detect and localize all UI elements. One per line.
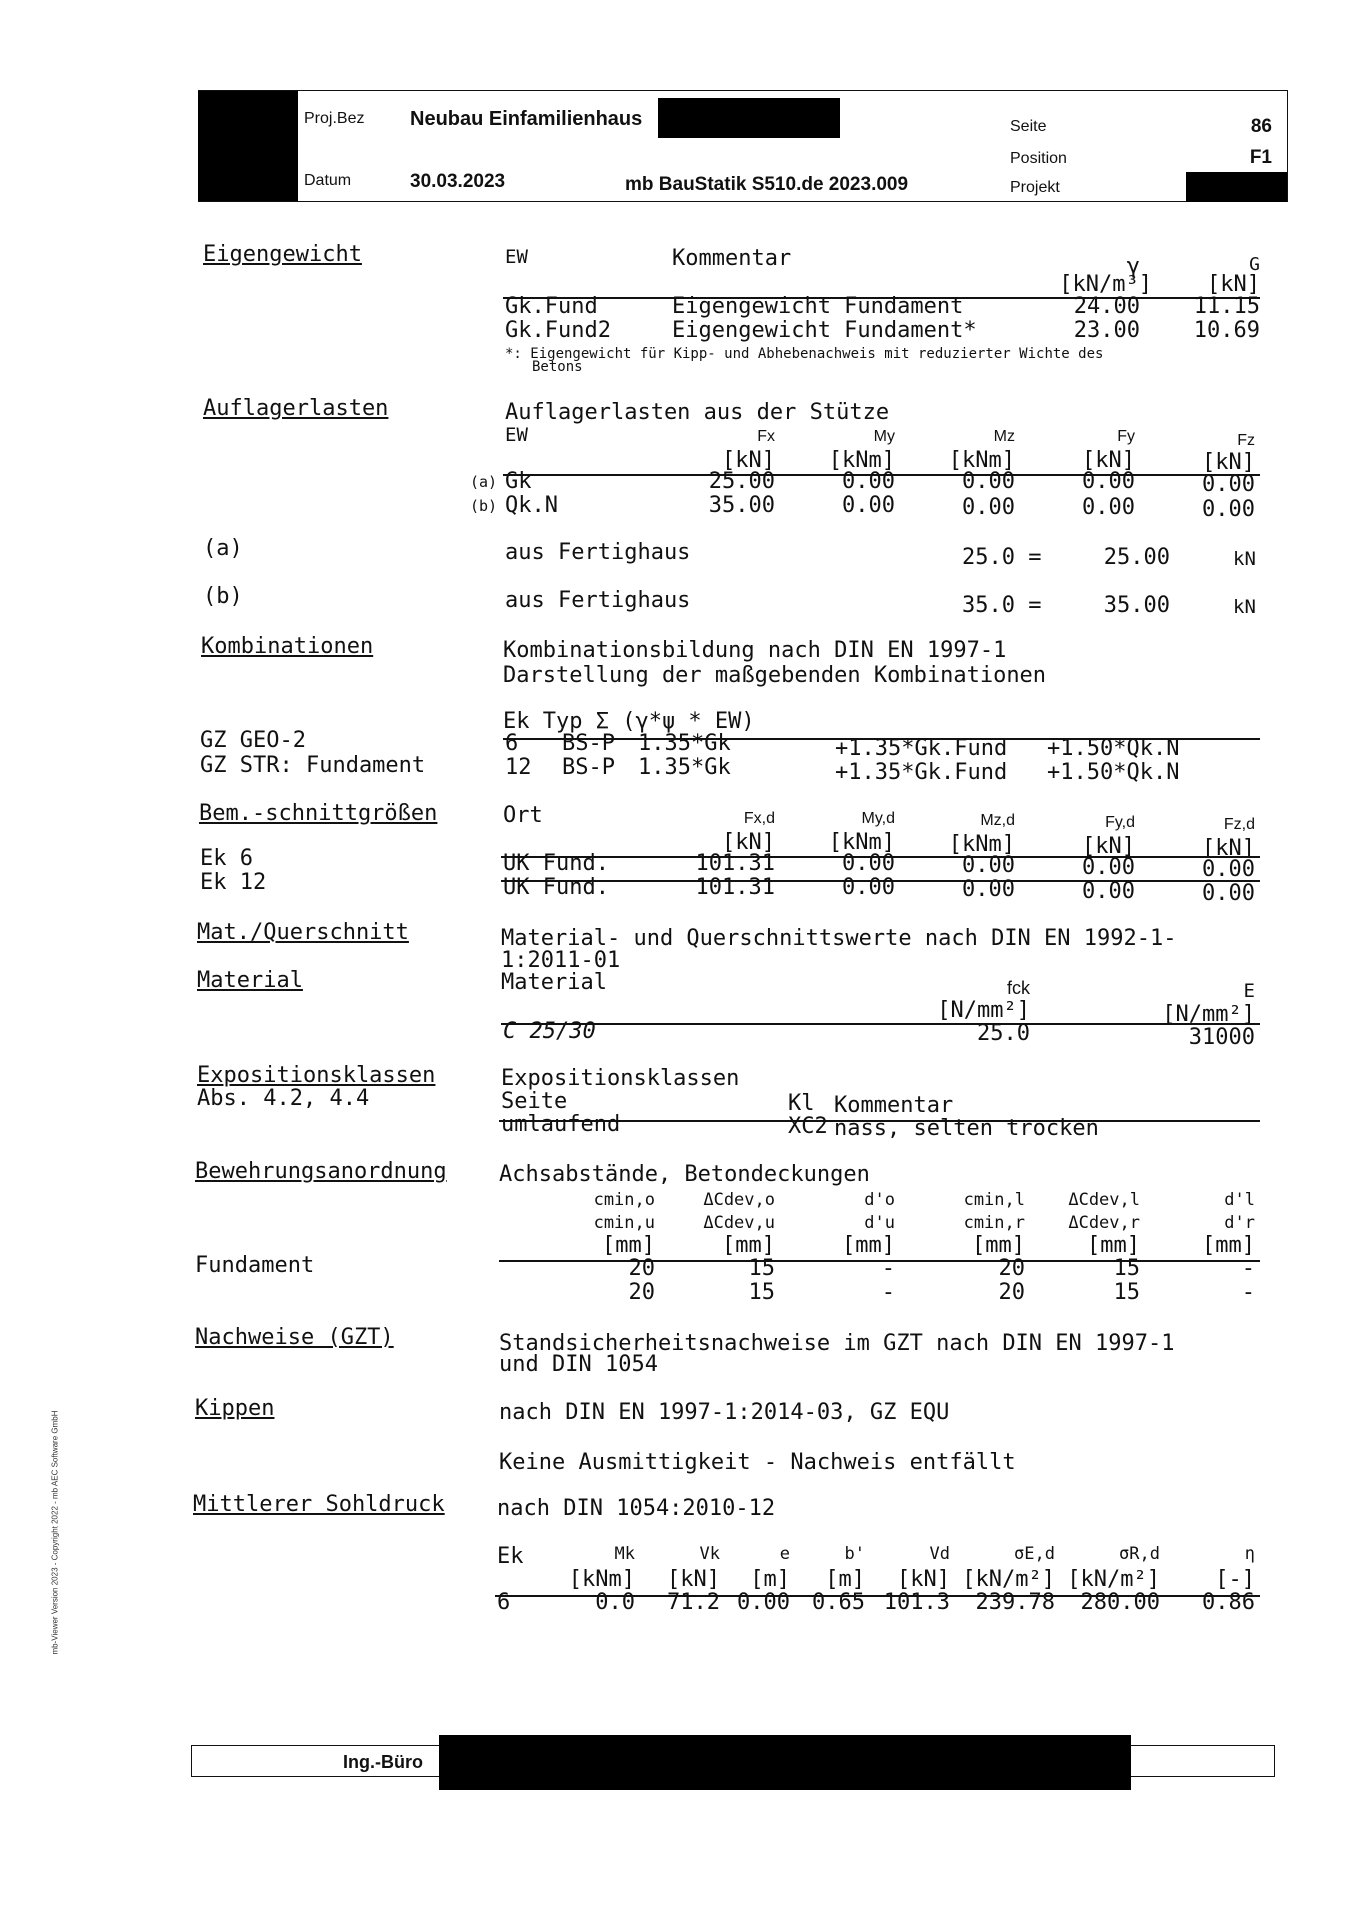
- header-bottom-border: [198, 201, 1288, 202]
- projekt-label: Projekt: [1010, 179, 1060, 196]
- label-nachweise: Nachweise (GZT): [195, 1325, 394, 1350]
- label-eigengewicht: Eigengewicht: [203, 242, 362, 267]
- komb-row-2-t3: +1.50*Qk.N: [1047, 760, 1180, 785]
- sohl-val-8: 280.00: [1080, 1590, 1160, 1615]
- bew-h2-3: d'u: [864, 1213, 895, 1233]
- header-right-border: [1287, 90, 1288, 202]
- auflager-row-1-my: 0.00: [842, 469, 895, 494]
- expo-row-kommentar: nass, selten trocken: [834, 1116, 1099, 1141]
- material-line-2: 1:2011-01: [501, 948, 621, 973]
- material-col-material: Material: [501, 970, 607, 995]
- sohl-col-5: b': [844, 1544, 865, 1564]
- label-schnittgroessen: Bem.-schnittgrößen: [199, 801, 438, 826]
- auflager-unit-my: [kNm]: [828, 448, 895, 473]
- kippen-line-2: Keine Ausmittigkeit - Nachweis entfällt: [499, 1450, 1016, 1475]
- schnitt-unit-fz: [kN]: [1202, 836, 1255, 861]
- bew-units-3: [mm]: [842, 1233, 895, 1258]
- label-kombinationen: Kombinationen: [201, 634, 374, 659]
- load-a-eq: 25.0 =: [962, 545, 1042, 570]
- komb-row-2-t1: 1.35*Gk: [638, 755, 731, 780]
- expo-title: Expositionsklassen: [501, 1066, 740, 1091]
- material-unit-e: [N/mm²]: [1162, 1002, 1255, 1027]
- eg-note-1: *: Eigengewicht für Kipp- und Abhebenachweis mit reduzierter Wichte des: [505, 346, 1104, 362]
- schnitt-row-2-mz: 0.00: [962, 877, 1015, 902]
- sohl-val-7: 239.78: [975, 1590, 1055, 1615]
- sohl-col-6: Vd: [929, 1544, 950, 1564]
- schnitt-row-1-ort: UK Fund.: [503, 851, 609, 876]
- bew-units-1: [mm]: [602, 1233, 655, 1258]
- eg-row-1-gamma: 24.00: [1073, 294, 1140, 319]
- col-g: G: [1249, 254, 1260, 275]
- label-auflagerlasten: Auflagerlasten: [203, 396, 389, 421]
- seite-value: 86: [1250, 116, 1272, 137]
- schnitt-row-2-my: 0.00: [842, 875, 895, 900]
- auflager-col-my: My: [873, 428, 895, 445]
- schnitt-row-2-ort: UK Fund.: [503, 875, 609, 900]
- schnitt-row-1-mz: 0.00: [962, 853, 1015, 878]
- sohl-col-2: Mk: [614, 1544, 635, 1564]
- col-ew: EW: [505, 246, 528, 268]
- auflager-row-2-fx: 35.00: [708, 493, 775, 518]
- load-a-value: 25.00: [1103, 545, 1170, 570]
- bew-row1-2: 15: [748, 1256, 775, 1281]
- sohl-val-5: 0.65: [812, 1590, 865, 1615]
- bew-row2-2: 15: [748, 1280, 775, 1305]
- sohl-unit-7: [kN/m²]: [962, 1567, 1055, 1592]
- auflager-row-1-fx: 25.00: [708, 469, 775, 494]
- komb-left-2: GZ STR: Fundament: [200, 753, 426, 778]
- expo-row-seite: umlaufend: [501, 1112, 621, 1137]
- bew-h2-5: ΔCdev,r: [1068, 1213, 1140, 1233]
- auflager-col-mz: Mz: [993, 428, 1015, 445]
- sohl-val-6: 101.3: [883, 1590, 950, 1615]
- redacted-projekt: [1186, 172, 1287, 202]
- bew-h1-6: d'l: [1224, 1190, 1255, 1210]
- expo-col-seite: Seite: [501, 1089, 568, 1114]
- bew-row1-6: -: [1241, 1256, 1255, 1281]
- schnitt-row-2-fy: 0.00: [1082, 879, 1135, 904]
- bew-row1-4: 20: [998, 1256, 1025, 1281]
- load-b-value: 35.00: [1103, 593, 1170, 618]
- schnitt-col-ort: Ort: [503, 803, 543, 828]
- eg-row-2-g: 10.69: [1193, 318, 1260, 343]
- sohl-col-1: Ek: [497, 1544, 524, 1569]
- komb-row-2-ek: 12: [505, 755, 532, 780]
- komb-row-2-typ: BS-P: [562, 755, 615, 780]
- schnitt-col-fzd: Fz,d: [1223, 816, 1255, 833]
- auflager-row-2-tag: (b): [470, 497, 498, 515]
- sohl-col-9: η: [1244, 1544, 1255, 1564]
- sohl-unit-6: [kN]: [897, 1567, 950, 1592]
- bew-h2-1: cmin,u: [593, 1213, 655, 1233]
- schnitt-col-mzd: Mz,d: [980, 812, 1015, 829]
- unit-gamma: [kN/m³]: [1059, 272, 1152, 297]
- eg-row-1-g: 11.15: [1193, 294, 1260, 319]
- label-abs: Abs. 4.2, 4.4: [197, 1086, 370, 1111]
- auflager-unit-fy: [kN]: [1082, 448, 1135, 473]
- schnitt-unit-mz: [kNm]: [948, 832, 1015, 857]
- bew-units-5: [mm]: [1087, 1233, 1140, 1258]
- bew-units-2: [mm]: [722, 1233, 775, 1258]
- eg-row-2-ew: Gk.Fund2: [505, 318, 611, 343]
- redacted-logo: [198, 90, 298, 202]
- schnitt-row-2-fx: 101.31: [695, 875, 775, 900]
- bew-h2-2: ΔCdev,u: [703, 1213, 775, 1233]
- seite-label: Seite: [1010, 118, 1047, 135]
- bew-row1-1: 20: [628, 1256, 655, 1281]
- material-line-1: Material- und Querschnittswerte nach DIN EN 1992-1-: [501, 926, 1177, 951]
- schnitt-col-myd: My,d: [861, 810, 895, 827]
- sohl-val-1: 6: [497, 1590, 511, 1615]
- expo-col-kl: Kl: [788, 1091, 815, 1116]
- load-b-label: (b): [203, 584, 243, 609]
- schnitt-row-1-fy: 0.00: [1082, 855, 1135, 880]
- bew-row2-1: 20: [628, 1280, 655, 1305]
- sohl-col-4: e: [779, 1544, 790, 1564]
- nachweise-line-1: Standsicherheitsnachweise im GZT nach DIN EN 1997-1: [499, 1331, 1175, 1356]
- bew-h2-6: d'r: [1224, 1213, 1255, 1233]
- komb-left-1: GZ GEO-2: [200, 728, 306, 753]
- auflager-row-1-mz: 0.00: [962, 469, 1015, 494]
- bew-row2-3: -: [881, 1280, 895, 1305]
- auflager-row-2-fy: 0.00: [1082, 495, 1135, 520]
- komb-row-1-t3: +1.50*Qk.N: [1047, 736, 1180, 761]
- load-a-label: (a): [203, 536, 243, 561]
- material-row-name: C 25/30: [503, 1019, 596, 1044]
- proj-value: Neubau Einfamilienhaus: [410, 108, 643, 130]
- col-gamma: γ: [1126, 254, 1140, 279]
- auflager-unit-fx: [kN]: [722, 448, 775, 473]
- schnitt-unit-fy: [kN]: [1082, 834, 1135, 859]
- auflager-unit-fz: [kN]: [1202, 450, 1255, 475]
- schnitt-ek-2: Ek 12: [200, 870, 267, 895]
- load-b-unit: kN: [1233, 596, 1256, 618]
- eg-row-2-kommentar: Eigengewicht Fundament*: [672, 318, 977, 343]
- schnitt-row-1-my: 0.00: [842, 851, 895, 876]
- sohl-val-4: 0.00: [737, 1590, 790, 1615]
- schnitt-ek-1: Ek 6: [200, 846, 253, 871]
- komb-header: Ek Typ Σ (γ*ψ * EW): [503, 709, 755, 734]
- bew-left-fundament: Fundament: [195, 1253, 315, 1278]
- footer-buero: Ing.-Büro: [343, 1752, 423, 1772]
- side-copyright: mb-Viewer Version 2023 - Copyright 2022 - mb AEC Software GmbH: [50, 1410, 60, 1655]
- bew-h1-1: cmin,o: [593, 1190, 655, 1210]
- sohl-unit-2: [kNm]: [568, 1567, 635, 1592]
- datum-label: Datum: [304, 172, 352, 189]
- load-b-text: aus Fertighaus: [505, 588, 691, 613]
- kippen-line-1: nach DIN EN 1997-1:2014-03, GZ EQU: [499, 1400, 950, 1425]
- bew-row2-4: 20: [998, 1280, 1025, 1305]
- sohl-val-9: 0.86: [1202, 1590, 1255, 1615]
- material-row-e: 31000: [1188, 1025, 1255, 1050]
- schnitt-unit-my: [kNm]: [828, 830, 895, 855]
- schnitt-col-fyd: Fy,d: [1105, 814, 1135, 831]
- sohl-col-7: σE,d: [1014, 1544, 1055, 1564]
- komb-row-2-t2: +1.35*Gk.Fund: [835, 760, 1008, 785]
- eg-row-1-ew: Gk.Fund: [505, 294, 598, 319]
- auflager-col-fz: Fz: [1237, 432, 1255, 449]
- datum-value: 30.03.2023: [410, 171, 506, 192]
- sohldruck-line-1: nach DIN 1054:2010-12: [497, 1496, 776, 1521]
- auflager-row-1-fy: 0.00: [1082, 469, 1135, 494]
- material-row-fck: 25.0: [977, 1021, 1030, 1046]
- auflager-row-2-fz: 0.00: [1202, 497, 1255, 522]
- sohl-unit-8: [kN/m²]: [1067, 1567, 1160, 1592]
- auflager-col-ew: EW: [505, 424, 528, 446]
- bew-units-6: [mm]: [1202, 1233, 1255, 1258]
- komb-row-1-t2: +1.35*Gk.Fund: [835, 736, 1008, 761]
- auflager-row-2-mz: 0.00: [962, 495, 1015, 520]
- position-value: F1: [1249, 147, 1272, 168]
- sohl-unit-3: [kN]: [667, 1567, 720, 1592]
- eg-note-2: Betons: [532, 359, 583, 375]
- material-unit-fck: [N/mm²]: [937, 998, 1030, 1023]
- schnitt-row-2-fz: 0.00: [1202, 881, 1255, 906]
- schnitt-row-1-fz: 0.00: [1202, 857, 1255, 882]
- sohl-unit-5: [m]: [825, 1567, 865, 1592]
- label-mat-querschnitt: Mat./Querschnitt: [197, 920, 409, 945]
- expo-row-kl: XC2: [788, 1114, 828, 1139]
- bew-h2-4: cmin,r: [963, 1213, 1025, 1233]
- bew-title: Achsabstände, Betondeckungen: [499, 1162, 870, 1187]
- unit-g: [kN]: [1207, 272, 1260, 297]
- bew-h1-2: ΔCdev,o: [703, 1190, 775, 1210]
- col-kommentar: Kommentar: [672, 246, 792, 271]
- auflager-col-fy: Fy: [1117, 428, 1135, 445]
- eg-row-2-gamma: 23.00: [1073, 318, 1140, 343]
- komb-row-1-t1: 1.35*Gk: [638, 731, 731, 756]
- software-version: mb BauStatik S510.de 2023.009: [625, 174, 909, 195]
- sohl-val-2: 0.0: [595, 1590, 635, 1615]
- material-col-e: E: [1243, 980, 1255, 1002]
- auflager-unit-mz: [kNm]: [948, 448, 1015, 473]
- load-a-unit: kN: [1233, 548, 1256, 570]
- bew-row1-3: -: [881, 1256, 895, 1281]
- auflager-row-2-ew: Qk.N: [505, 493, 558, 518]
- sohl-val-3: 71.2: [667, 1590, 720, 1615]
- auflager-row-2-my: 0.00: [842, 493, 895, 518]
- proj-label: Proj.Bez: [304, 110, 365, 127]
- label-material: Material: [197, 968, 303, 993]
- label-sohldruck: Mittlerer Sohldruck: [193, 1492, 445, 1517]
- komb-line-1: Kombinationsbildung nach DIN EN 1997-1: [503, 638, 1007, 663]
- bew-row2-5: 15: [1113, 1280, 1140, 1305]
- position-label: Position: [1010, 150, 1067, 167]
- material-col-fck: fck: [1006, 978, 1030, 998]
- bew-row1-5: 15: [1113, 1256, 1140, 1281]
- sohl-unit-9: [-]: [1215, 1567, 1255, 1592]
- bew-h1-5: ΔCdev,l: [1068, 1190, 1140, 1210]
- bew-h1-3: d'o: [864, 1190, 895, 1210]
- komb-row-1-typ: BS-P: [562, 731, 615, 756]
- bew-row2-6: -: [1241, 1280, 1255, 1305]
- load-b-eq: 35.0 =: [962, 593, 1042, 618]
- eg-row-1-kommentar: Eigengewicht Fundament: [672, 294, 964, 319]
- redacted-buero: [439, 1735, 1131, 1790]
- expo-col-kommentar: Kommentar: [834, 1093, 954, 1118]
- bew-units-4: [mm]: [972, 1233, 1025, 1258]
- nachweise-line-2: und DIN 1054: [499, 1352, 658, 1377]
- sohldruck-rule: [495, 1595, 1260, 1597]
- label-bewehrungsanordnung: Bewehrungsanordnung: [195, 1159, 447, 1184]
- label-expositionsklassen: Expositionsklassen: [197, 1063, 436, 1088]
- auflager-row-1-tag: (a): [470, 473, 498, 491]
- redacted-proj: [658, 98, 840, 138]
- komb-line-2: Darstellung der maßgebenden Kombinationen: [503, 663, 1047, 688]
- label-kippen: Kippen: [195, 1396, 275, 1421]
- auflager-row-1-fz: 0.00: [1202, 472, 1255, 497]
- schnitt-unit-fx: [kN]: [722, 830, 775, 855]
- schnitt-col-fxd: Fx,d: [743, 810, 775, 827]
- sohl-col-3: Vk: [699, 1544, 720, 1564]
- header-top-border: [198, 90, 1288, 91]
- auflager-col-fx: Fx: [757, 428, 775, 445]
- sohl-col-8: σR,d: [1119, 1544, 1160, 1564]
- auflager-row-1-ew: Gk: [505, 469, 532, 494]
- auflager-title: Auflagerlasten aus der Stütze: [505, 400, 890, 425]
- bew-rule: [499, 1260, 1260, 1262]
- load-a-text: aus Fertighaus: [505, 540, 691, 565]
- sohl-unit-4: [m]: [750, 1567, 790, 1592]
- material-rule: [501, 1023, 1260, 1025]
- bew-h1-4: cmin,l: [963, 1190, 1025, 1210]
- schnitt-row-1-fx: 101.31: [695, 851, 775, 876]
- komb-row-1-ek: 6: [505, 731, 519, 756]
